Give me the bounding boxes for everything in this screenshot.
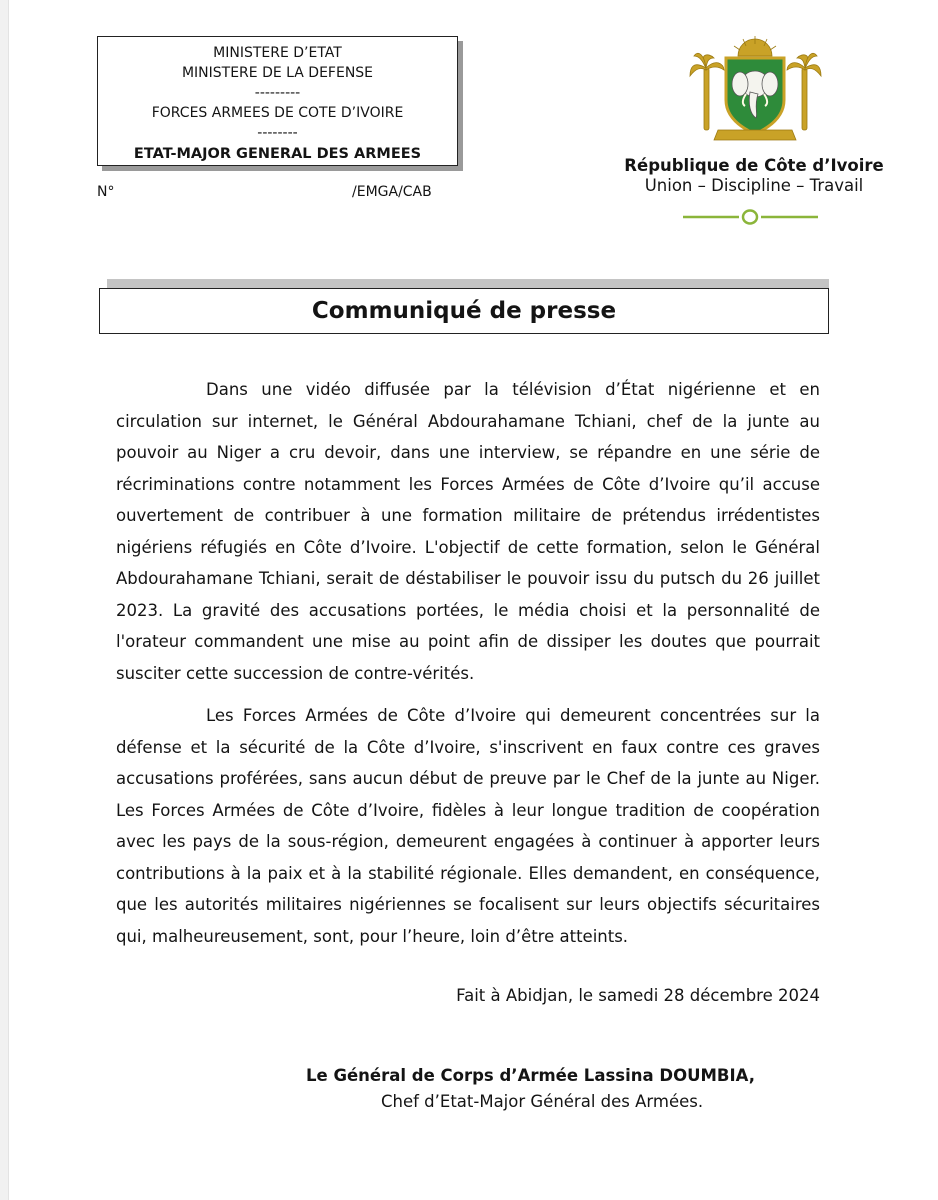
ministry-separator: -------- xyxy=(257,125,298,141)
coat-of-arms-icon xyxy=(688,34,823,146)
reference-code: /EMGA/CAB xyxy=(352,184,432,200)
body-paragraph: Dans une vidéo diffusée par la télévision d’État nigérienne et en circulation sur internet, le Général Abdourahamane Tchiani, chef de la junte au pouvoir au Niger a cru devoir, dans une interview, se répandre en une série de récriminations contre notamment les Forces Armées de Côte d’Ivoire qu’il accuse ouvertement de contribuer à une formation militaire de prétendus irrédentistes nigériens réfugiés en Côte d’Ivoire. L'objectif de cette formation, selon le Général Abdourahamane Tchiani, serait de déstabiliser le pouvoir issu du putsch du 26 juillet 2023. La gravité des accusations portées, le média choisi et la personnalité de l'orateur commandent une mise au point afin de dissiper les doutes que pourrait susciter cette succession de contre-vérités. xyxy=(116,380,820,683)
ministry-separator: --------- xyxy=(254,85,301,101)
republic-name: République de Côte d’Ivoire xyxy=(624,156,884,175)
ministry-header-box xyxy=(97,36,458,166)
reference-number-label: N° xyxy=(97,184,115,200)
body-paragraph: Les Forces Armées de Côte d’Ivoire qui demeurent concentrées sur la défense et la sécurité de la Côte d’Ivoire, s'inscrivent en faux contre ces graves accusations proférées, sans aucun début de preuve par le Chef de la junte au Niger. Les Forces Armées de Côte d’Ivoire, fidèles à leur longue tradition de coopération avec les pays de la sous-région, demeurent engagées à continuer à apporter leurs contributions à la paix et à la stabilité régionale. Elles demandent, en conséquence, que les autorités militaires nigériennes se focalisent sur leurs objectifs sécuritaires qui, malheureusement, sont, pour l’heure, loin d’être atteints. xyxy=(116,706,820,946)
ornament-separator-icon xyxy=(683,208,818,226)
communique-body xyxy=(116,374,820,952)
signatory-name: Le Général de Corps d’Armée Lassina DOUMBIA, xyxy=(306,1066,755,1085)
republic-motto: Union – Discipline – Travail xyxy=(644,176,864,195)
ministry-line: MINISTERE DE LA DEFENSE xyxy=(181,65,374,81)
ministry-headquarters: ETAT-MAJOR GENERAL DES ARMEES xyxy=(133,146,422,162)
ministry-line: MINISTERE D’ETAT xyxy=(213,45,342,61)
place-and-date: Fait à Abidjan, le samedi 28 décembre 2024 xyxy=(456,986,820,1005)
ministry-line: FORCES ARMEES DE COTE D’IVOIRE xyxy=(151,105,404,121)
signatory-title: Chef d’Etat-Major Général des Armées. xyxy=(381,1092,704,1111)
document-title: Communiqué de presse xyxy=(99,288,829,334)
page-edge xyxy=(0,0,9,1200)
republic-heading xyxy=(600,156,908,196)
